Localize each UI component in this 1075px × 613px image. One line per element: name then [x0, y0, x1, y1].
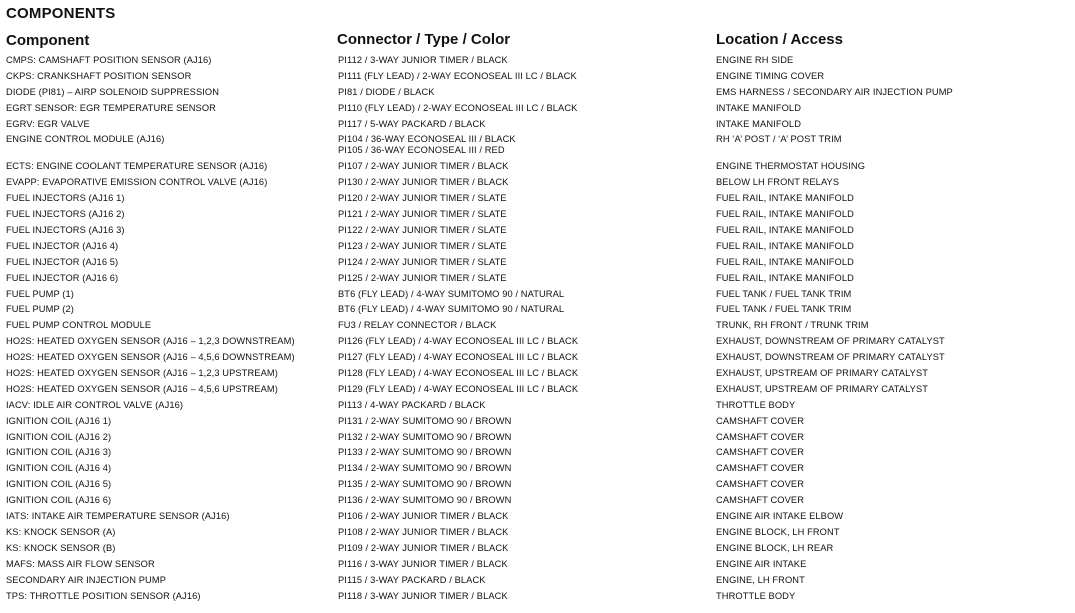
- table-row: [0, 398, 1075, 414]
- location-cell: ENGINE TIMING COVER: [716, 70, 825, 81]
- component-cell: DIODE (PI81) – AIRP SOLENOID SUPPRESSION: [6, 86, 220, 97]
- table-row: [0, 53, 1075, 69]
- location-cell: THROTTLE BODY: [716, 399, 796, 410]
- location-cell: EXHAUST, UPSTREAM OF PRIMARY CATALYST: [716, 383, 929, 394]
- component-cell: FUEL INJECTOR (AJ16 5): [6, 256, 119, 267]
- component-cell: KS: KNOCK SENSOR (B): [6, 542, 116, 553]
- table-row: [0, 287, 1075, 303]
- component-cell: CMPS: CAMSHAFT POSITION SENSOR (AJ16): [6, 55, 212, 65]
- connector-cell: PI118 / 3-WAY JUNIOR TIMER / BLACK: [338, 590, 508, 601]
- component-cell: FUEL INJECTOR (AJ16 4): [6, 240, 119, 251]
- connector-cell: PI123 / 2-WAY JUNIOR TIMER / SLATE: [338, 240, 507, 251]
- location-cell: INTAKE MANIFOLD: [716, 118, 802, 129]
- component-cell: CKPS: CRANKSHAFT POSITION SENSOR: [6, 70, 192, 81]
- component-cell: HO2S: HEATED OXYGEN SENSOR (AJ16 – 4,5,6 DOWNSTREAM): [6, 352, 295, 363]
- connector-cell: PI136 / 2-WAY SUMITOMO 90 / BROWN: [338, 495, 512, 506]
- header-location: Location / Access: [716, 31, 843, 48]
- table-row: [0, 477, 1075, 493]
- connector-cell: PI131 / 2-WAY SUMITOMO 90 / BROWN: [338, 415, 512, 426]
- location-cell: FUEL RAIL, INTAKE MANIFOLD: [716, 272, 854, 283]
- connector-cell-secondary: PI105 / 36-WAY ECONOSEAL III / RED: [338, 144, 505, 155]
- location-cell: THROTTLE BODY: [716, 590, 796, 601]
- location-cell: CAMSHAFT COVER: [716, 463, 805, 474]
- connector-cell: BT6 (FLY LEAD) / 4-WAY SUMITOMO 90 / NATURAL: [338, 288, 565, 299]
- header-connector: Connector / Type / Color: [337, 31, 511, 48]
- connector-cell: PI135 / 2-WAY SUMITOMO 90 / BROWN: [338, 479, 512, 490]
- connector-cell: PI120 / 2-WAY JUNIOR TIMER / SLATE: [338, 193, 507, 204]
- connector-cell: PI117 / 5-WAY PACKARD / BLACK: [338, 118, 486, 129]
- page-title: COMPONENTS: [6, 5, 116, 22]
- location-cell: INTAKE MANIFOLD: [716, 102, 802, 113]
- component-cell: ENGINE CONTROL MODULE (AJ16): [6, 134, 165, 145]
- table-row: [0, 101, 1075, 117]
- table-row: [0, 461, 1075, 477]
- connector-cell: PI134 / 2-WAY SUMITOMO 90 / BROWN: [338, 463, 512, 474]
- component-cell: FUEL PUMP (2): [6, 304, 74, 315]
- table-row: [0, 255, 1075, 271]
- component-cell: IATS: INTAKE AIR TEMPERATURE SENSOR (AJ16): [6, 511, 230, 522]
- table-row: [0, 117, 1075, 133]
- table-row: [0, 132, 1075, 159]
- connector-cell: PI133 / 2-WAY SUMITOMO 90 / BROWN: [338, 447, 512, 458]
- table-row: [0, 175, 1075, 191]
- table-row: [0, 445, 1075, 461]
- table-row: [0, 223, 1075, 239]
- connector-cell: PI109 / 2-WAY JUNIOR TIMER / BLACK: [338, 542, 509, 553]
- location-cell: FUEL RAIL, INTAKE MANIFOLD: [716, 240, 854, 251]
- connector-cell: PI106 / 2-WAY JUNIOR TIMER / BLACK: [338, 511, 509, 522]
- connector-cell: PI125 / 2-WAY JUNIOR TIMER / SLATE: [338, 272, 507, 283]
- table-row: [0, 573, 1075, 589]
- component-cell: TPS: THROTTLE POSITION SENSOR (AJ16): [6, 590, 201, 601]
- location-cell: FUEL RAIL, INTAKE MANIFOLD: [716, 225, 854, 236]
- table-row: [0, 159, 1075, 175]
- component-cell: EGRV: EGR VALVE: [6, 118, 90, 129]
- connector-cell: BT6 (FLY LEAD) / 4-WAY SUMITOMO 90 / NATURAL: [338, 304, 565, 315]
- location-cell: ENGINE AIR INTAKE: [716, 558, 807, 569]
- components-table: [0, 53, 1075, 604]
- location-cell: EXHAUST, DOWNSTREAM OF PRIMARY CATALYST: [716, 352, 945, 363]
- table-row: [0, 318, 1075, 334]
- location-cell: ENGINE THERMOSTAT HOUSING: [716, 161, 866, 172]
- component-cell: HO2S: HEATED OXYGEN SENSOR (AJ16 – 4,5,6 UPSTREAM): [6, 383, 278, 394]
- component-cell: FUEL INJECTORS (AJ16 3): [6, 225, 125, 236]
- connector-cell: PI132 / 2-WAY SUMITOMO 90 / BROWN: [338, 431, 512, 442]
- connector-cell: FU3 / RELAY CONNECTOR / BLACK: [338, 320, 497, 331]
- connector-cell: PI104 / 36-WAY ECONOSEAL III / BLACK: [338, 134, 516, 145]
- table-row: [0, 493, 1075, 509]
- connector-cell: PI126 (FLY LEAD) / 4-WAY ECONOSEAL III LC / BLACK: [338, 336, 579, 347]
- location-cell: FUEL TANK / FUEL TANK TRIM: [716, 288, 852, 299]
- connector-cell: PI129 (FLY LEAD) / 4-WAY ECONOSEAL III LC / BLACK: [338, 383, 579, 394]
- location-cell: CAMSHAFT COVER: [716, 431, 805, 442]
- connector-cell: PI115 / 3-WAY PACKARD / BLACK: [338, 574, 486, 585]
- connector-cell: PI121 / 2-WAY JUNIOR TIMER / SLATE: [338, 209, 507, 220]
- location-cell: ENGINE BLOCK, LH FRONT: [716, 526, 840, 537]
- component-cell: HO2S: HEATED OXYGEN SENSOR (AJ16 – 1,2,3 DOWNSTREAM): [6, 336, 295, 347]
- component-cell: IGNITION COIL (AJ16 6): [6, 495, 112, 506]
- table-row: [0, 589, 1075, 605]
- table-row: [0, 85, 1075, 101]
- component-cell: FUEL INJECTORS (AJ16 2): [6, 209, 125, 220]
- location-cell: ENGINE BLOCK, LH REAR: [716, 542, 834, 553]
- table-row: [0, 239, 1075, 255]
- component-cell: IACV: IDLE AIR CONTROL VALVE (AJ16): [6, 399, 184, 410]
- component-cell: IGNITION COIL (AJ16 5): [6, 479, 112, 490]
- component-cell: FUEL INJECTOR (AJ16 6): [6, 272, 119, 283]
- location-cell: EXHAUST, DOWNSTREAM OF PRIMARY CATALYST: [716, 336, 945, 347]
- location-cell: RH ‘A’ POST / ‘A’ POST TRIM: [716, 134, 842, 145]
- component-cell: IGNITION COIL (AJ16 3): [6, 447, 112, 458]
- connector-cell: PI110 (FLY LEAD) / 2-WAY ECONOSEAL III LC / BLACK: [338, 102, 578, 113]
- connector-cell: PI122 / 2-WAY JUNIOR TIMER / SLATE: [338, 225, 507, 236]
- table-row: [0, 271, 1075, 287]
- location-cell: ENGINE AIR INTAKE ELBOW: [716, 511, 844, 522]
- component-cell: SECONDARY AIR INJECTION PUMP: [6, 574, 167, 585]
- connector-cell: PI108 / 2-WAY JUNIOR TIMER / BLACK: [338, 526, 509, 537]
- location-cell: FUEL RAIL, INTAKE MANIFOLD: [716, 193, 854, 204]
- component-cell: IGNITION COIL (AJ16 1): [6, 415, 112, 426]
- connector-cell: PI81 / DIODE / BLACK: [338, 86, 435, 97]
- location-cell: FUEL TANK / FUEL TANK TRIM: [716, 304, 852, 315]
- location-cell: BELOW LH FRONT RELAYS: [716, 177, 840, 188]
- location-cell: FUEL RAIL, INTAKE MANIFOLD: [716, 209, 854, 220]
- connector-cell: PI113 / 4-WAY PACKARD / BLACK: [338, 399, 486, 410]
- component-cell: FUEL INJECTORS (AJ16 1): [6, 193, 125, 204]
- header-component: Component: [6, 32, 90, 49]
- table-row: [0, 541, 1075, 557]
- location-cell: CAMSHAFT COVER: [716, 447, 805, 458]
- component-cell: EVAPP: EVAPORATIVE EMISSION CONTROL VALVE (AJ16): [6, 177, 268, 188]
- table-row: [0, 509, 1075, 525]
- component-cell: FUEL PUMP CONTROL MODULE: [6, 320, 152, 331]
- table-row: [0, 366, 1075, 382]
- location-cell: CAMSHAFT COVER: [716, 415, 805, 426]
- table-row: [0, 430, 1075, 446]
- connector-cell: PI127 (FLY LEAD) / 4-WAY ECONOSEAL III LC / BLACK: [338, 352, 579, 363]
- location-cell: TRUNK, RH FRONT / TRUNK TRIM: [716, 320, 869, 331]
- connector-cell: PI128 (FLY LEAD) / 4-WAY ECONOSEAL III LC / BLACK: [338, 368, 579, 379]
- component-cell: ECTS: ENGINE COOLANT TEMPERATURE SENSOR (AJ16): [6, 161, 268, 172]
- table-row: [0, 350, 1075, 366]
- connector-cell: PI124 / 2-WAY JUNIOR TIMER / SLATE: [338, 256, 507, 267]
- connector-cell: PI111 (FLY LEAD) / 2-WAY ECONOSEAL III LC / BLACK: [338, 70, 577, 81]
- connector-cell: PI112 / 3-WAY JUNIOR TIMER / BLACK: [338, 55, 508, 65]
- table-row: [0, 525, 1075, 541]
- connector-cell: PI130 / 2-WAY JUNIOR TIMER / BLACK: [338, 177, 509, 188]
- component-cell: EGRT SENSOR: EGR TEMPERATURE SENSOR: [6, 102, 216, 113]
- table-row: [0, 191, 1075, 207]
- location-cell: CAMSHAFT COVER: [716, 495, 805, 506]
- location-cell: EXHAUST, UPSTREAM OF PRIMARY CATALYST: [716, 368, 929, 379]
- table-row: [0, 557, 1075, 573]
- location-cell: ENGINE, LH FRONT: [716, 574, 805, 585]
- component-cell: IGNITION COIL (AJ16 4): [6, 463, 112, 474]
- location-cell: FUEL RAIL, INTAKE MANIFOLD: [716, 256, 854, 267]
- table-row: [0, 207, 1075, 223]
- table-row: [0, 334, 1075, 350]
- component-cell: MAFS: MASS AIR FLOW SENSOR: [6, 558, 155, 569]
- location-cell: ENGINE RH SIDE: [716, 55, 794, 65]
- component-cell: FUEL PUMP (1): [6, 288, 74, 299]
- component-cell: IGNITION COIL (AJ16 2): [6, 431, 112, 442]
- component-cell: HO2S: HEATED OXYGEN SENSOR (AJ16 – 1,2,3 UPSTREAM): [6, 368, 278, 379]
- table-row: [0, 414, 1075, 430]
- table-row: [0, 382, 1075, 398]
- location-cell: EMS HARNESS / SECONDARY AIR INJECTION PUMP: [716, 86, 953, 97]
- location-cell: CAMSHAFT COVER: [716, 479, 805, 490]
- table-row: [0, 69, 1075, 85]
- table-row: [0, 302, 1075, 318]
- connector-cell: PI107 / 2-WAY JUNIOR TIMER / BLACK: [338, 161, 509, 172]
- connector-cell: PI116 / 3-WAY JUNIOR TIMER / BLACK: [338, 558, 508, 569]
- component-cell: KS: KNOCK SENSOR (A): [6, 526, 116, 537]
